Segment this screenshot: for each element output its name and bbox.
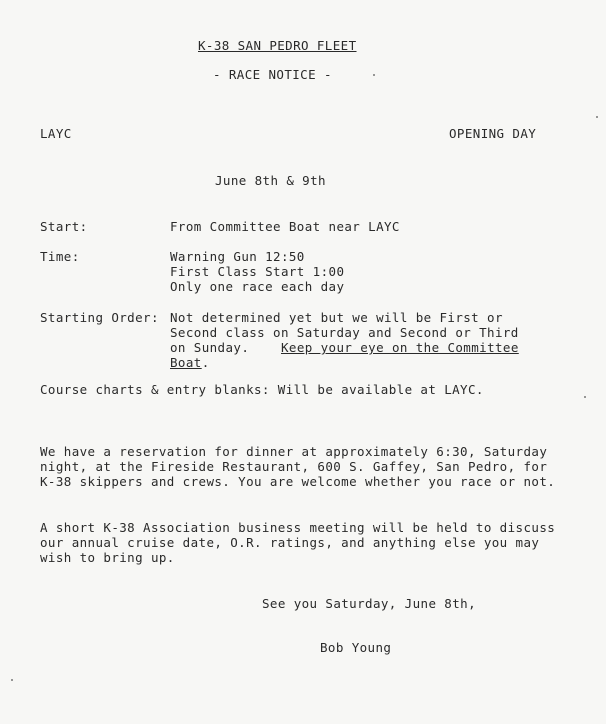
dinner-line: We have a reservation for dinner at approximately 6:30, Saturday <box>40 444 548 459</box>
club-heading: LAYC <box>40 126 72 141</box>
document-title: K-38 SAN PEDRO FLEET <box>198 38 357 53</box>
emphasis-period: . <box>201 355 210 370</box>
course-charts-note: Course charts & entry blanks: Will be available at LAYC. <box>40 382 484 397</box>
starting-order-line: Second class on Saturday and Second or Third <box>170 325 519 340</box>
committee-boat-emphasis: Keep your eye on the Committee <box>281 340 519 355</box>
start-value: From Committee Boat near LAYC <box>170 219 400 234</box>
event-dates: June 8th & 9th <box>215 173 326 188</box>
starting-order-text: on Sunday. <box>170 340 250 355</box>
meeting-paragraph <box>40 520 555 565</box>
time-line: Only one race each day <box>170 279 345 294</box>
boat-emphasis: Boat <box>170 355 202 370</box>
starting-order-details <box>170 310 519 370</box>
meeting-line: wish to bring up. <box>40 550 175 565</box>
paper-speck <box>11 679 13 681</box>
starting-order-line: Not determined yet but we will be First or <box>170 310 503 325</box>
starting-order-line <box>170 355 519 370</box>
start-label: Start: <box>40 219 88 234</box>
starting-order-label: Starting Order: <box>40 310 159 325</box>
dinner-line: K-38 skippers and crews. You are welcome whether you race or not. <box>40 474 556 489</box>
dinner-paragraph <box>40 444 555 489</box>
meeting-line: our annual cruise date, O.R. ratings, and anything else you may <box>40 535 540 550</box>
dinner-line: night, at the Fireside Restaurant, 600 S. Gaffey, San Pedro, for <box>40 459 548 474</box>
time-label: Time: <box>40 249 80 264</box>
time-details <box>170 249 344 294</box>
document-subtitle: - RACE NOTICE - <box>213 67 332 82</box>
starting-order-line <box>170 340 519 355</box>
event-heading: OPENING DAY <box>449 126 537 141</box>
signature-name: Bob Young <box>320 640 392 655</box>
meeting-line: A short K-38 Association business meeting will be held to discuss <box>40 520 556 535</box>
time-line: First Class Start 1:00 <box>170 264 345 279</box>
paper-speck <box>596 116 598 118</box>
time-line: Warning Gun 12:50 <box>170 249 305 264</box>
closing-signoff: See you Saturday, June 8th, <box>262 596 476 611</box>
starting-order-space <box>257 340 273 355</box>
paper-speck <box>584 396 586 398</box>
paper-speck <box>373 74 375 76</box>
